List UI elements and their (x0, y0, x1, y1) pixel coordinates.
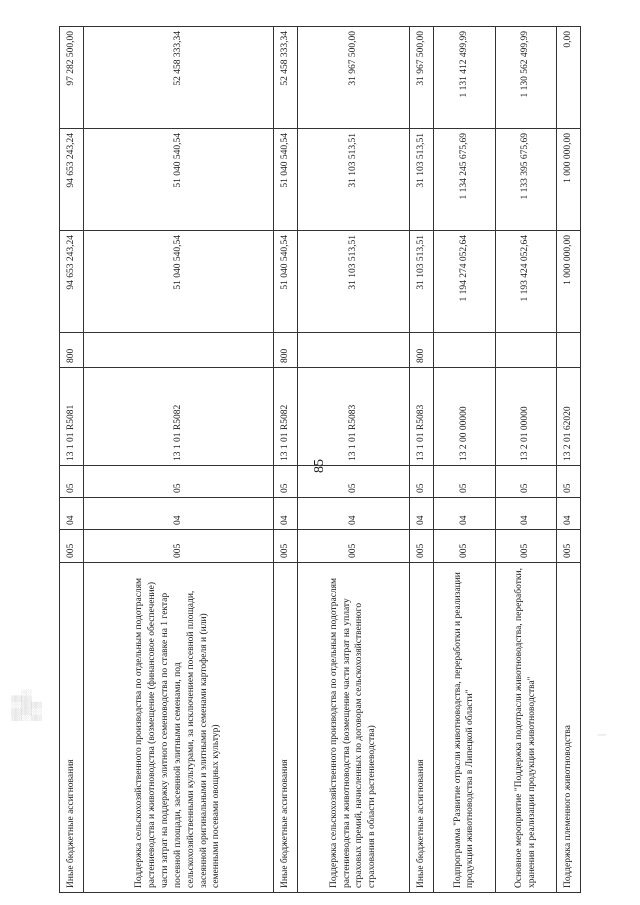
row-name: Поддержка племенного животноводства (557, 563, 581, 893)
target-article-code: 13 1 01 R5082 (84, 368, 274, 466)
grbs-code: 005 (557, 530, 581, 563)
section-code: 04 (410, 498, 434, 530)
amount-year-3: 52 458 333,34 (273, 27, 297, 129)
amount-year-2: 94 653 243,24 (60, 129, 84, 231)
table-row (60, 27, 84, 893)
expense-type-code (297, 333, 410, 368)
amount-year-3: 52 458 333,34 (84, 27, 274, 129)
table-row (557, 27, 581, 893)
amount-year-1: 1 000 000,00 (557, 231, 581, 333)
page-number: 85 (312, 459, 327, 473)
amount-year-2: 1 000 000,00 (557, 129, 581, 231)
expense-type-code (557, 333, 581, 368)
scan-artifact: ▒▒░▒ ░▒▒▒░ ▒░▒ (10, 689, 41, 721)
subsection-code: 05 (273, 466, 297, 498)
table-row (84, 27, 274, 893)
row-name: Иные бюджетные ассигнования (273, 563, 297, 893)
amount-year-3: 31 967 500,00 (297, 27, 410, 129)
grbs-code: 005 (495, 530, 556, 563)
expense-type-code (84, 333, 274, 368)
target-article-code: 13 1 01 R5081 (60, 368, 84, 466)
target-article-code: 13 2 00 00000 (434, 368, 495, 466)
section-code: 04 (273, 498, 297, 530)
row-name: Иные бюджетные ассигнования (410, 563, 434, 893)
target-article-code: 13 2 01 00000 (495, 368, 556, 466)
expense-type-code (495, 333, 556, 368)
row-name: Поддержка сельскохозяйственного производства по отдельным подотраслям растениеводства и животноводства (возмещение части затрат на уплату страховых премий, начисленных по договорам сельскохозяйственного страхования в области растениеводства) (297, 563, 410, 893)
table-row (297, 27, 410, 893)
row-name: Подпрограмма "Развитие отрасли животноводства, переработки и реализации продукции животноводства в Липецкой области" (434, 563, 495, 893)
section-code: 04 (84, 498, 274, 530)
row-name: Поддержка сельскохозяйственного производства по отдельным подотраслям растениеводства и животноводства (возмещение (финансовое обеспечение) части затрат на поддержку элитного семеноводства по ставке на 1 гектар посевной площади, засеянной элитными семенами, под сельскохозяйственными культурами, за исключением посевной площади, засеянной оригинальными и элитными семенами картофеля и (или) семенными посевами овощных культур) (84, 563, 274, 893)
scan-artifact: | (595, 734, 606, 736)
amount-year-2: 51 040 540,54 (84, 129, 274, 231)
amount-year-1: 31 103 513,51 (297, 231, 410, 333)
table-row (434, 27, 495, 893)
subsection-code: 05 (297, 466, 410, 498)
table-rotator (59, 27, 581, 893)
expense-type-code (434, 333, 495, 368)
amount-year-1: 51 040 540,54 (84, 231, 274, 333)
amount-year-3: 1 130 562 499,99 (495, 27, 556, 129)
subsection-code: 05 (495, 466, 556, 498)
section-code: 04 (434, 498, 495, 530)
target-article-code: 13 1 01 R5082 (273, 368, 297, 466)
amount-year-2: 31 103 513,51 (297, 129, 410, 231)
grbs-code: 005 (60, 530, 84, 563)
amount-year-1: 1 194 274 052,64 (434, 231, 495, 333)
grbs-code: 005 (410, 530, 434, 563)
grbs-code: 005 (84, 530, 274, 563)
subsection-code: 05 (410, 466, 434, 498)
subsection-code: 05 (434, 466, 495, 498)
amount-year-3: 31 967 500,00 (410, 27, 434, 129)
section-code: 04 (495, 498, 556, 530)
amount-year-3: 97 282 500,00 (60, 27, 84, 129)
section-code: 04 (557, 498, 581, 530)
expense-type-code: 800 (410, 333, 434, 368)
target-article-code: 13 2 01 62020 (557, 368, 581, 466)
grbs-code: 005 (273, 530, 297, 563)
amount-year-1: 31 103 513,51 (410, 231, 434, 333)
table-row (410, 27, 434, 893)
table-row (273, 27, 297, 893)
subsection-code: 05 (557, 466, 581, 498)
amount-year-3: 0,00 (557, 27, 581, 129)
row-name: Основное мероприятие "Поддержка подотрасли животноводства, переработки, хранения и реализации продукции животноводства" (495, 563, 556, 893)
subsection-code: 05 (84, 466, 274, 498)
amount-year-2: 1 133 395 675,69 (495, 129, 556, 231)
grbs-code: 005 (434, 530, 495, 563)
budget-table (59, 26, 581, 893)
expense-type-code: 800 (60, 333, 84, 368)
amount-year-1: 94 653 243,24 (60, 231, 84, 333)
section-code: 04 (60, 498, 84, 530)
amount-year-2: 51 040 540,54 (273, 129, 297, 231)
grbs-code: 005 (297, 530, 410, 563)
target-article-code: 13 1 01 R5083 (410, 368, 434, 466)
section-code: 04 (297, 498, 410, 530)
expense-type-code: 800 (273, 333, 297, 368)
subsection-code: 05 (60, 466, 84, 498)
table-row (495, 27, 556, 893)
amount-year-3: 1 131 412 499,99 (434, 27, 495, 129)
amount-year-1: 51 040 540,54 (273, 231, 297, 333)
amount-year-2: 1 134 245 675,69 (434, 129, 495, 231)
amount-year-1: 1 193 424 052,64 (495, 231, 556, 333)
row-name: Иные бюджетные ассигнования (60, 563, 84, 893)
amount-year-2: 31 103 513,51 (410, 129, 434, 231)
target-article-code: 13 1 01 R5083 (297, 368, 410, 466)
